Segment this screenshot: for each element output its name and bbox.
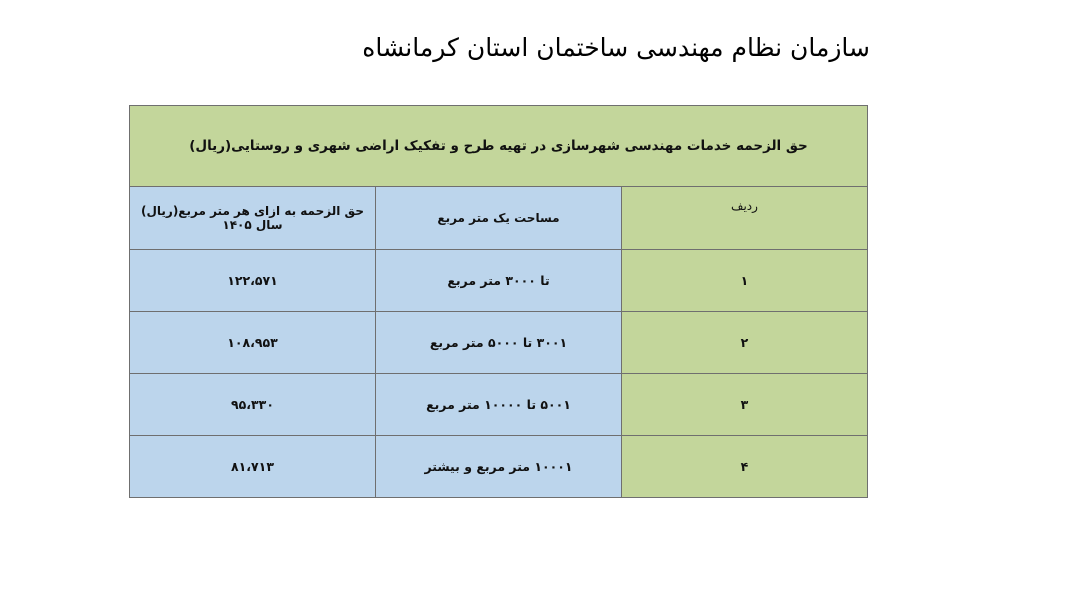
row-number: ۳: [622, 374, 868, 436]
table-row: [130, 312, 868, 374]
row-fee: ۱۲۲،۵۷۱: [130, 250, 376, 312]
organization-name: سازمان نظام مهندسی ساختمان استان کرمانشاه: [362, 32, 870, 62]
table-header-row: [130, 187, 868, 250]
row-fee: ۸۱،۷۱۳: [130, 436, 376, 498]
row-area: تا ۳۰۰۰ متر مربع: [376, 250, 622, 312]
table-title-row: [130, 106, 868, 187]
row-area: ۳۰۰۱ تا ۵۰۰۰ متر مربع: [376, 312, 622, 374]
row-area: ۱۰۰۰۱ متر مربع و بیشتر: [376, 436, 622, 498]
row-number: ۴: [622, 436, 868, 498]
table-row: [130, 436, 868, 498]
row-number: ۲: [622, 312, 868, 374]
column-header-fee: حق الزحمه به ازای هر متر مربع(ریال) سال ۱۴۰۵: [130, 187, 376, 250]
table-title: حق الزحمه خدمات مهندسی شهرسازی در تهیه طرح و تفکیک اراضی شهری و روستایی(ریال): [130, 106, 868, 187]
page-header: [362, 14, 882, 80]
column-header-row-number: ردیف: [622, 187, 868, 250]
row-fee: ۱۰۸،۹۵۳: [130, 312, 376, 374]
column-header-area: مساحت یک متر مربع: [376, 187, 622, 250]
row-number: ۱: [622, 250, 868, 312]
row-area: ۵۰۰۱ تا ۱۰۰۰۰ متر مربع: [376, 374, 622, 436]
table-row: [130, 250, 868, 312]
table-row: [130, 374, 868, 436]
row-fee: ۹۵،۳۳۰: [130, 374, 376, 436]
fee-table: [129, 105, 868, 498]
